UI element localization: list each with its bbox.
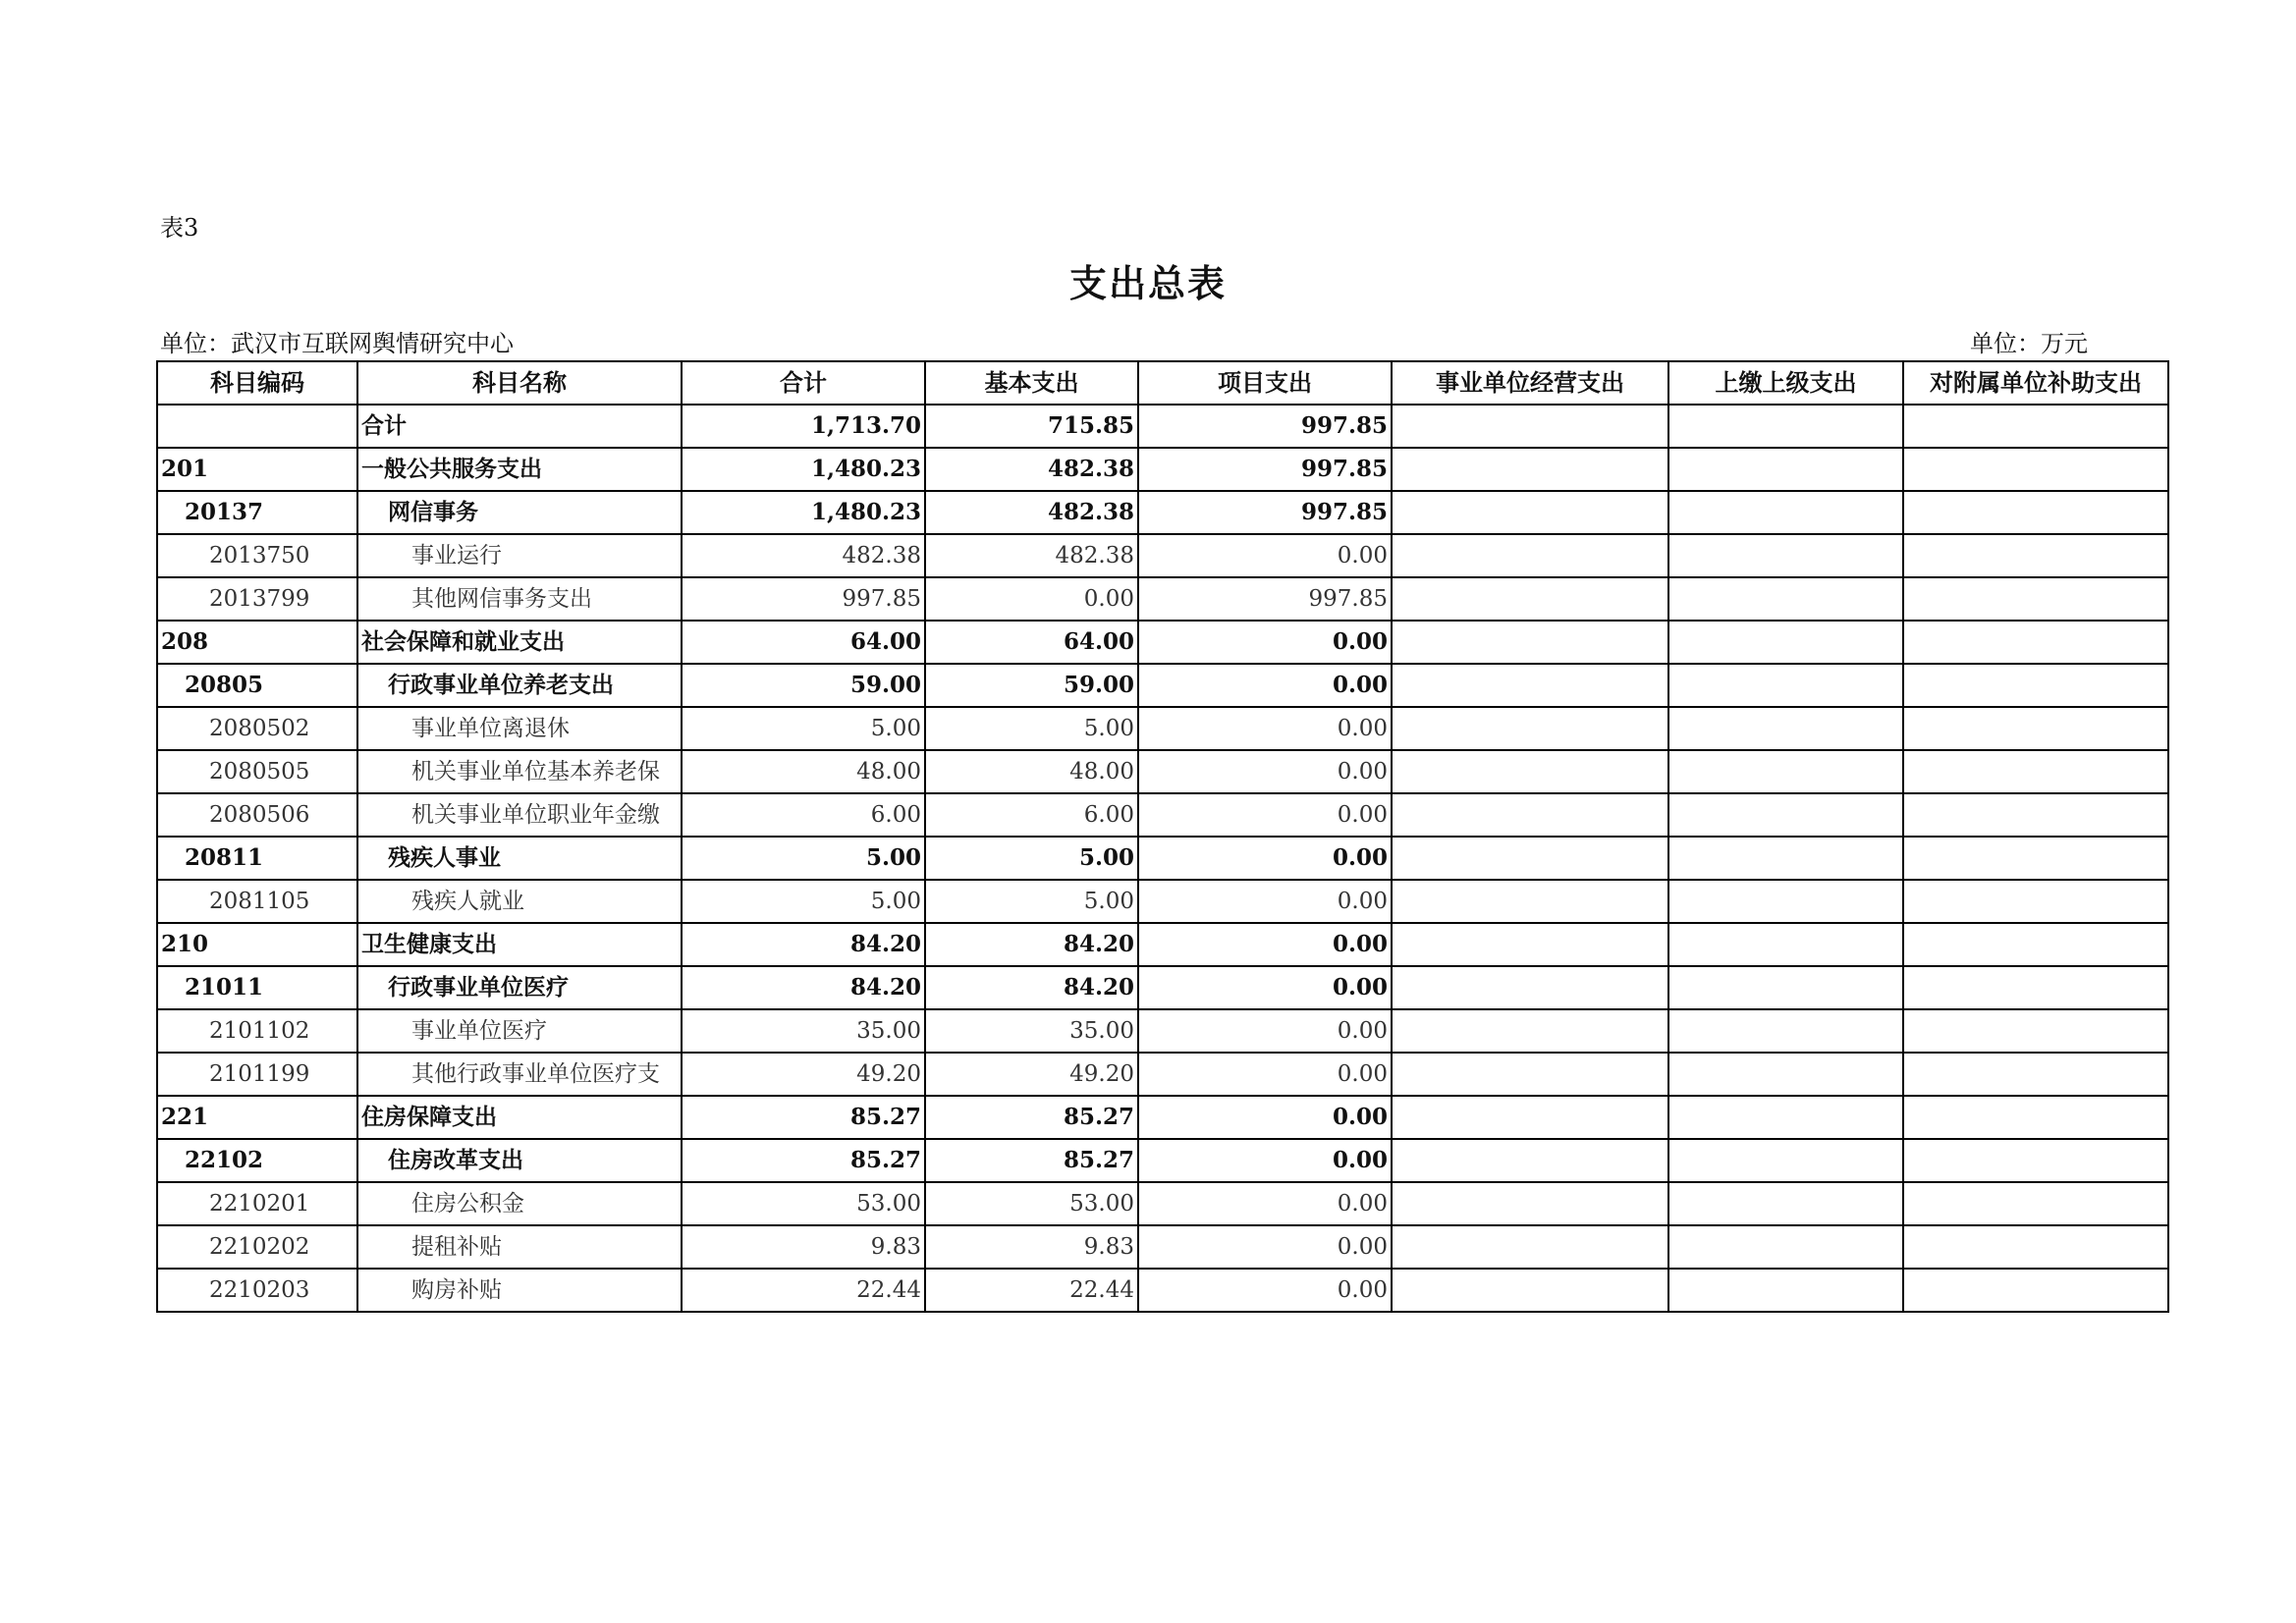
cell-remit [1668,1139,1903,1182]
cell-operating [1392,1269,1668,1312]
cell-total: 85.27 [682,1096,925,1139]
table-row [157,491,2168,534]
cell-code: 208 [157,621,357,664]
cell-remit [1668,405,1903,448]
cell-remit [1668,1009,1903,1053]
cell-total: 53.00 [682,1182,925,1225]
cell-basic: 715.85 [925,405,1138,448]
cell-basic: 0.00 [925,577,1138,621]
cell-name: 残疾人就业 [357,880,682,923]
cell-subsidy [1903,707,2168,750]
table-row [157,750,2168,793]
cell-project: 0.00 [1138,1182,1392,1225]
cell-name: 购房补贴 [357,1269,682,1312]
cell-operating [1392,923,1668,966]
cell-remit [1668,1269,1903,1312]
table-row [157,577,2168,621]
col-header-project: 项目支出 [1138,361,1392,405]
cell-subsidy [1903,1096,2168,1139]
table-number: 表3 [160,214,199,242]
cell-operating [1392,793,1668,837]
table-row [157,1225,2168,1269]
cell-project: 0.00 [1138,923,1392,966]
cell-remit [1668,621,1903,664]
cell-name: 住房改革支出 [357,1139,682,1182]
cell-code: 201 [157,448,357,491]
cell-basic: 49.20 [925,1053,1138,1096]
cell-subsidy [1903,923,2168,966]
cell-remit [1668,491,1903,534]
cell-code: 2210201 [157,1182,357,1225]
col-header-subsidy: 对附属单位补助支出 [1903,361,2168,405]
col-header-total: 合计 [682,361,925,405]
cell-remit [1668,1053,1903,1096]
cell-subsidy [1903,966,2168,1009]
cell-operating [1392,621,1668,664]
table-row [157,448,2168,491]
table-body [157,405,2168,1312]
cell-subsidy [1903,621,2168,664]
cell-name: 网信事务 [357,491,682,534]
cell-project: 0.00 [1138,621,1392,664]
cell-remit [1668,1096,1903,1139]
cell-basic: 482.38 [925,491,1138,534]
cell-basic: 35.00 [925,1009,1138,1053]
cell-remit [1668,534,1903,577]
cell-basic: 6.00 [925,793,1138,837]
cell-subsidy [1903,1139,2168,1182]
cell-name: 住房保障支出 [357,1096,682,1139]
table-row [157,707,2168,750]
cell-project: 0.00 [1138,1225,1392,1269]
cell-project: 997.85 [1138,577,1392,621]
cell-basic: 59.00 [925,664,1138,707]
cell-basic: 482.38 [925,534,1138,577]
cell-project: 0.00 [1138,534,1392,577]
cell-project: 0.00 [1138,1139,1392,1182]
cell-project: 0.00 [1138,1096,1392,1139]
cell-subsidy [1903,1269,2168,1312]
cell-subsidy [1903,793,2168,837]
cell-subsidy [1903,491,2168,534]
cell-name: 行政事业单位养老支出 [357,664,682,707]
cell-name: 事业单位医疗 [357,1009,682,1053]
col-header-remit: 上缴上级支出 [1668,361,1903,405]
cell-name: 一般公共服务支出 [357,448,682,491]
cell-name: 事业单位离退休 [357,707,682,750]
cell-remit [1668,793,1903,837]
table-row [157,837,2168,880]
organization-label: 单位：武汉市互联网舆情研究中心 [160,330,514,357]
table-row [157,664,2168,707]
cell-operating [1392,577,1668,621]
cell-code: 2080502 [157,707,357,750]
cell-code: 2210203 [157,1269,357,1312]
cell-project: 0.00 [1138,966,1392,1009]
cell-code: 2080505 [157,750,357,793]
cell-basic: 85.27 [925,1139,1138,1182]
cell-code: 22102 [157,1139,357,1182]
cell-remit [1668,880,1903,923]
cell-code: 2013750 [157,534,357,577]
cell-operating [1392,448,1668,491]
cell-project: 0.00 [1138,750,1392,793]
cell-operating [1392,1139,1668,1182]
cell-basic: 5.00 [925,880,1138,923]
cell-subsidy [1903,750,2168,793]
cell-name: 其他行政事业单位医疗支 [357,1053,682,1096]
cell-operating [1392,880,1668,923]
cell-name: 其他网信事务支出 [357,577,682,621]
cell-total: 35.00 [682,1009,925,1053]
col-header-code: 科目编码 [157,361,357,405]
cell-basic: 85.27 [925,1096,1138,1139]
unit-label: 单位：万元 [1970,330,2088,357]
cell-project: 0.00 [1138,664,1392,707]
cell-subsidy [1903,880,2168,923]
cell-name: 残疾人事业 [357,837,682,880]
cell-code: 2101102 [157,1009,357,1053]
table-row [157,1182,2168,1225]
cell-operating [1392,1009,1668,1053]
cell-name: 事业运行 [357,534,682,577]
cell-code [157,405,357,448]
cell-project: 0.00 [1138,793,1392,837]
table-row [157,880,2168,923]
table-row [157,1096,2168,1139]
cell-operating [1392,534,1668,577]
cell-name: 机关事业单位基本养老保 [357,750,682,793]
cell-project: 0.00 [1138,1053,1392,1096]
cell-basic: 48.00 [925,750,1138,793]
cell-operating [1392,405,1668,448]
cell-operating [1392,966,1668,1009]
cell-basic: 5.00 [925,707,1138,750]
col-header-name: 科目名称 [357,361,682,405]
cell-total: 1,480.23 [682,491,925,534]
cell-remit [1668,1182,1903,1225]
cell-basic: 9.83 [925,1225,1138,1269]
cell-total: 84.20 [682,966,925,1009]
cell-code: 2013799 [157,577,357,621]
cell-total: 22.44 [682,1269,925,1312]
table-header-row [157,361,2168,405]
cell-basic: 53.00 [925,1182,1138,1225]
cell-total: 482.38 [682,534,925,577]
cell-total: 5.00 [682,880,925,923]
cell-subsidy [1903,1182,2168,1225]
table-row [157,1139,2168,1182]
table-row [157,405,2168,448]
cell-project: 0.00 [1138,837,1392,880]
cell-project: 997.85 [1138,405,1392,448]
cell-name: 社会保障和就业支出 [357,621,682,664]
cell-remit [1668,664,1903,707]
cell-total: 64.00 [682,621,925,664]
cell-operating [1392,837,1668,880]
cell-basic: 5.00 [925,837,1138,880]
cell-code: 2080506 [157,793,357,837]
cell-operating [1392,1096,1668,1139]
cell-code: 210 [157,923,357,966]
cell-operating [1392,707,1668,750]
cell-total: 1,713.70 [682,405,925,448]
cell-operating [1392,1225,1668,1269]
col-header-operating: 事业单位经营支出 [1392,361,1668,405]
table-row [157,1053,2168,1096]
cell-total: 49.20 [682,1053,925,1096]
cell-code: 2101199 [157,1053,357,1096]
table-row [157,966,2168,1009]
cell-basic: 84.20 [925,966,1138,1009]
cell-name: 行政事业单位医疗 [357,966,682,1009]
col-header-basic: 基本支出 [925,361,1138,405]
cell-subsidy [1903,534,2168,577]
cell-total: 9.83 [682,1225,925,1269]
cell-subsidy [1903,1009,2168,1053]
cell-code: 20805 [157,664,357,707]
cell-total: 5.00 [682,707,925,750]
cell-code: 21011 [157,966,357,1009]
cell-subsidy [1903,448,2168,491]
cell-remit [1668,448,1903,491]
cell-remit [1668,750,1903,793]
cell-remit [1668,966,1903,1009]
cell-code: 2081105 [157,880,357,923]
cell-subsidy [1903,577,2168,621]
cell-total: 997.85 [682,577,925,621]
cell-operating [1392,750,1668,793]
cell-project: 0.00 [1138,707,1392,750]
cell-remit [1668,923,1903,966]
cell-subsidy [1903,837,2168,880]
cell-total: 84.20 [682,923,925,966]
cell-total: 6.00 [682,793,925,837]
cell-project: 0.00 [1138,1269,1392,1312]
expense-table [156,360,2169,1313]
cell-code: 221 [157,1096,357,1139]
table-row [157,621,2168,664]
cell-basic: 84.20 [925,923,1138,966]
cell-total: 59.00 [682,664,925,707]
cell-project: 0.00 [1138,1009,1392,1053]
cell-basic: 64.00 [925,621,1138,664]
table-row [157,793,2168,837]
cell-subsidy [1903,1225,2168,1269]
cell-code: 20137 [157,491,357,534]
cell-code: 20811 [157,837,357,880]
cell-project: 0.00 [1138,880,1392,923]
cell-name: 住房公积金 [357,1182,682,1225]
cell-project: 997.85 [1138,448,1392,491]
cell-operating [1392,664,1668,707]
cell-subsidy [1903,405,2168,448]
table-row [157,1269,2168,1312]
cell-operating [1392,1182,1668,1225]
table-row [157,534,2168,577]
cell-total: 48.00 [682,750,925,793]
cell-project: 997.85 [1138,491,1392,534]
cell-total: 85.27 [682,1139,925,1182]
cell-name: 合计 [357,405,682,448]
page-title: 支出总表 [1068,262,1227,305]
cell-operating [1392,1053,1668,1096]
cell-name: 卫生健康支出 [357,923,682,966]
cell-code: 2210202 [157,1225,357,1269]
cell-total: 5.00 [682,837,925,880]
cell-remit [1668,577,1903,621]
cell-remit [1668,1225,1903,1269]
cell-basic: 482.38 [925,448,1138,491]
cell-basic: 22.44 [925,1269,1138,1312]
cell-remit [1668,837,1903,880]
cell-remit [1668,707,1903,750]
cell-subsidy [1903,1053,2168,1096]
cell-name: 提租补贴 [357,1225,682,1269]
cell-operating [1392,491,1668,534]
cell-name: 机关事业单位职业年金缴 [357,793,682,837]
table-row [157,923,2168,966]
cell-total: 1,480.23 [682,448,925,491]
table-row [157,1009,2168,1053]
cell-subsidy [1903,664,2168,707]
